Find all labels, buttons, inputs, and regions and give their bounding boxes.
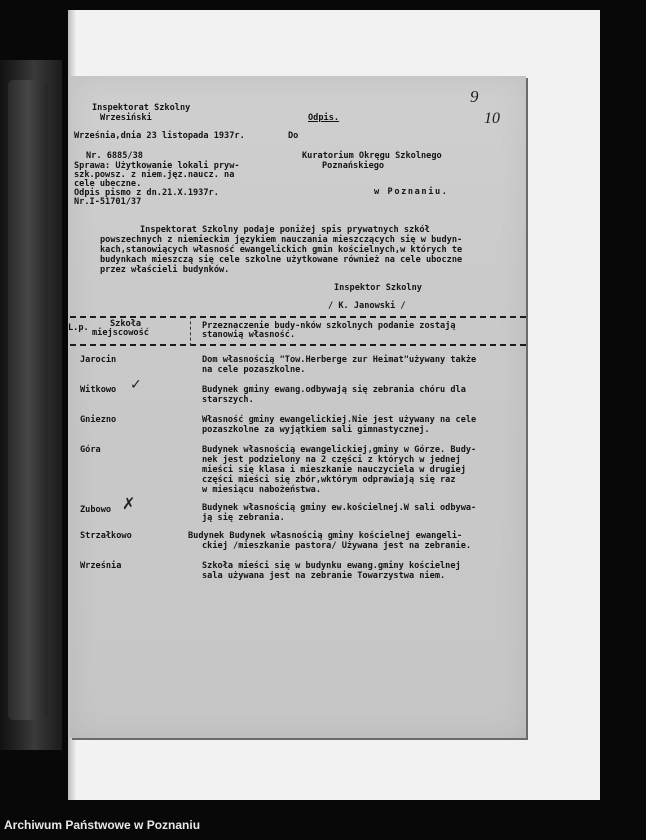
row-desc-line: części mieści się zbór,wktórym odprawiają się raz [202, 475, 456, 485]
table-top-rule [70, 316, 526, 318]
body-paragraph-line-4: budynkach mieszczą się cele szkolne użytkowane również na cele uboczne [100, 255, 463, 265]
row-desc-line: Szkoła mieści się w budynku ewang.gminy kościelnej [202, 561, 461, 571]
row-place: Góra [80, 445, 101, 455]
row-desc-line: Budynek własnością gminy ew.kościelnej.W sali odbywa- [202, 503, 477, 513]
date-line: Września,dnia 23 listopada 1937r. [74, 131, 245, 141]
archive-label: Archiwum Państwowe w Poznaniu [4, 818, 201, 832]
row-place: Września [80, 561, 122, 571]
row-desc-line: Dom własnością "Tow.Herberge zur Heimat"używany także [202, 355, 477, 365]
row-place: Gniezno [80, 415, 117, 425]
recipient-line-3: w Poznaniu. [374, 187, 449, 197]
row-desc-line: sala używana jest na zebranie Towarzystwa niem. [202, 571, 446, 581]
signature-name: / K. Janowski / [328, 301, 406, 311]
page-mark-top: 9 [470, 87, 479, 106]
row-place: Jarocin [80, 355, 117, 365]
signature-title: Inspektor Szkolny [334, 283, 422, 293]
odpis-label: Odpis. [308, 113, 340, 123]
office-line-1: Inspektorat Szkolny [92, 103, 191, 113]
row-place: Witkowo [80, 385, 117, 395]
pencil-cross-mark: ✗ [122, 494, 136, 513]
row-desc-line: starszych. [202, 395, 254, 405]
table-column-divider [190, 316, 191, 346]
column-school-header-1: Szkoła [110, 319, 142, 329]
binder-strip [0, 60, 62, 750]
document-page [70, 76, 526, 738]
table-header-rule [70, 344, 526, 346]
row-desc-line: nek jest podzielony na 2 części z których w jednej [202, 455, 461, 465]
column-purpose-header-1: Przeznaczenie budy-nków szkolnych podanie zostają [202, 321, 456, 331]
do-label: Do [288, 131, 299, 141]
subject-line-2: szk.powsz. z niem.jęz.naucz. na [74, 170, 235, 180]
binder-strip-inner [8, 80, 48, 720]
row-desc-line: na cele pozaszkolne. [202, 365, 306, 375]
page-mark-bottom: 10 [484, 110, 500, 127]
recipient-line-2: Poznańskiego [322, 161, 385, 171]
row-desc-line: Budynek Budynek własnością gminy kościelnej ewangeli- [188, 531, 463, 541]
body-paragraph-line-1: Inspektorat Szkolny podaje poniżej spis prywatnych szkół [140, 225, 430, 235]
pencil-check-mark: ✓ [130, 377, 142, 393]
row-desc-line: ją się zebrania. [202, 513, 285, 523]
column-purpose-header-2: stanowią własność. [202, 330, 296, 340]
row-desc-line: Budynek gminy ewang.odbywają się zebrania chóru dla [202, 385, 466, 395]
reference-number: Nr. 6885/38 [86, 151, 143, 161]
office-line-2: Wrzesiński [100, 113, 152, 123]
recipient-line-1: Kuratorium Okręgu Szkolnego [302, 151, 442, 161]
subject-line-1: Sprawa: Użytkowanie lokali pryw- [74, 161, 240, 171]
row-place: Zubowo [80, 505, 112, 515]
row-desc-line: pozaszkolne za wyjątkiem sali gimnastycznej. [202, 425, 430, 435]
row-desc-line: ckiej /mieszkanie pastora/ Używana jest na zebranie. [202, 541, 472, 551]
body-paragraph-line-3: kach,stanowiących własność ewangelickich gmin kościelnych,w których te [100, 245, 463, 255]
body-paragraph-line-5: przez właścieli budynków. [100, 265, 230, 275]
subject-line-5: Nr.I-51701/37 [74, 197, 142, 207]
subject-line-4: Odpis pismo z dn.21.X.1937r. [74, 188, 219, 198]
row-desc-line: Budynek własnością ewangelickiej,gminy w Górze. Budy- [202, 445, 477, 455]
column-school-header-2: miejscowość [92, 328, 149, 338]
body-paragraph-line-2: powszechnych z niemieckim językiem nauczania mieszczących się w budyn- [100, 235, 463, 245]
row-desc-line: Własność gminy ewangelickiej.Nie jest używany na cele [202, 415, 477, 425]
subject-line-3: cele ubeczne. [74, 179, 142, 189]
column-lp-header: L.p. [68, 323, 89, 333]
row-desc-line: mieści się klasa i mieszkanie nauczyciela w drugiej [202, 465, 466, 475]
row-desc-line: w miesiącu nabożeństwa. [202, 485, 321, 495]
row-place: Strzałkowo [80, 531, 132, 541]
